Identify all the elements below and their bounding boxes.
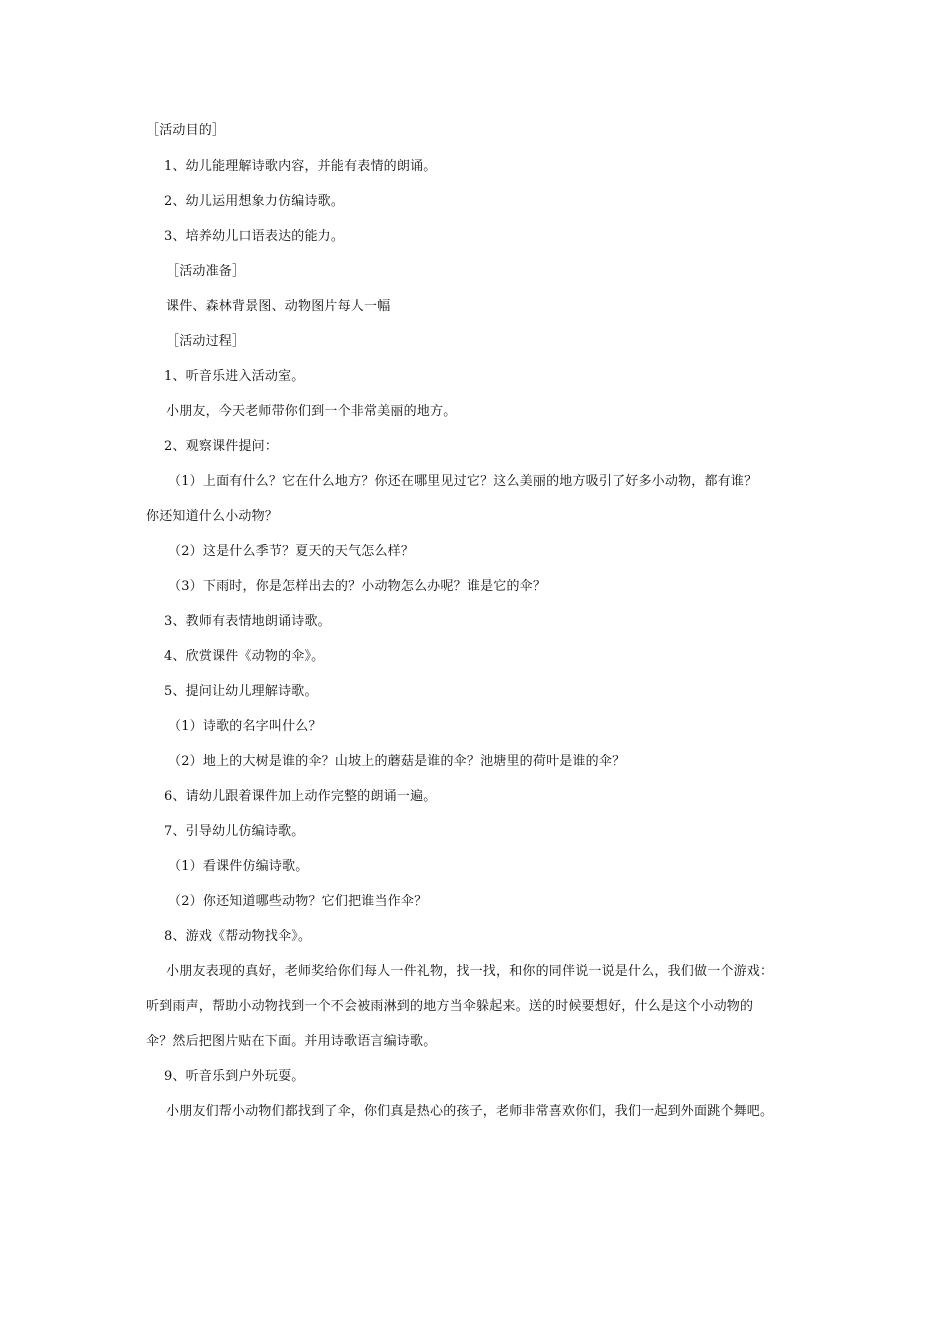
step-2-question-1: （1）上面有什么？它在什么地方？你还在哪里见过它？这么美丽的地方吸引了好多小动物，都有谁？ — [168, 474, 758, 489]
process-step-9: 9、听音乐到户外玩耍。 — [164, 1069, 305, 1084]
step-9-text: 小朋友们帮小动物们都找到了伞，你们真是热心的孩子，老师非常喜欢你们，我们一起到外面跳个舞吧。 — [166, 1104, 774, 1119]
heading-activity-goals: ［活动目的］ — [146, 123, 226, 138]
heading-activity-preparation: ［活动准备］ — [166, 264, 246, 279]
step-5-question-2: （2）地上的大树是谁的伞？山坡上的蘑菇是谁的伞？池塘里的荷叶是谁的伞？ — [168, 754, 626, 769]
step-2-question-3: （3）下雨时，你是怎样出去的？小动物怎么办呢？谁是它的伞？ — [168, 579, 547, 594]
goal-item-1: 1、幼儿能理解诗歌内容，并能有表情的朗诵。 — [164, 159, 437, 174]
process-step-4: 4、欣赏课件《动物的伞》。 — [164, 649, 325, 664]
process-step-7: 7、引导幼儿仿编诗歌。 — [164, 824, 305, 839]
step-5-question-1: （1）诗歌的名字叫什么？ — [168, 719, 322, 734]
process-step-5: 5、提问让幼儿理解诗歌。 — [164, 684, 318, 699]
process-step-1-text: 小朋友，今天老师带你们到一个非常美丽的地方。 — [166, 404, 457, 419]
step-7-item-2: （2）你还知道哪些动物？它们把谁当作伞？ — [168, 894, 428, 909]
step-7-item-1: （1）看课件仿编诗歌。 — [168, 859, 309, 874]
process-step-6: 6、请幼儿跟着课件加上动作完整的朗诵一遍。 — [164, 789, 437, 804]
step-8-text-line-2: 听到雨声，帮助小动物找到一个不会被雨淋到的地方当伞躲起来。送的时候要想好，什么是这个小动物的 — [146, 999, 754, 1014]
preparation-text: 课件、森林背景图、动物图片每人一幅 — [166, 299, 391, 314]
goal-item-3: 3、培养幼儿口语表达的能力。 — [164, 229, 345, 244]
process-step-2: 2、观察课件提问： — [164, 439, 279, 454]
process-step-3: 3、教师有表情地朗诵诗歌。 — [164, 614, 331, 629]
step-2-question-1-cont: 你还知道什么小动物？ — [146, 509, 279, 524]
process-step-1: 1、听音乐进入活动室。 — [164, 369, 305, 384]
step-8-text-line-3: 伞？然后把图片贴在下面。并用诗歌语言编诗歌。 — [146, 1034, 437, 1049]
step-8-text-line-1: 小朋友表现的真好，老师奖给你们每人一件礼物，找一找，和你的同伴说一说是什么，我们做一个游戏： — [166, 964, 774, 979]
goal-item-2: 2、幼儿运用想象力仿编诗歌。 — [164, 194, 345, 209]
process-step-8: 8、游戏《帮动物找伞》。 — [164, 929, 312, 944]
step-2-question-2: （2）这是什么季节？夏天的天气怎么样？ — [168, 544, 415, 559]
heading-activity-process: ［活动过程］ — [166, 334, 246, 349]
